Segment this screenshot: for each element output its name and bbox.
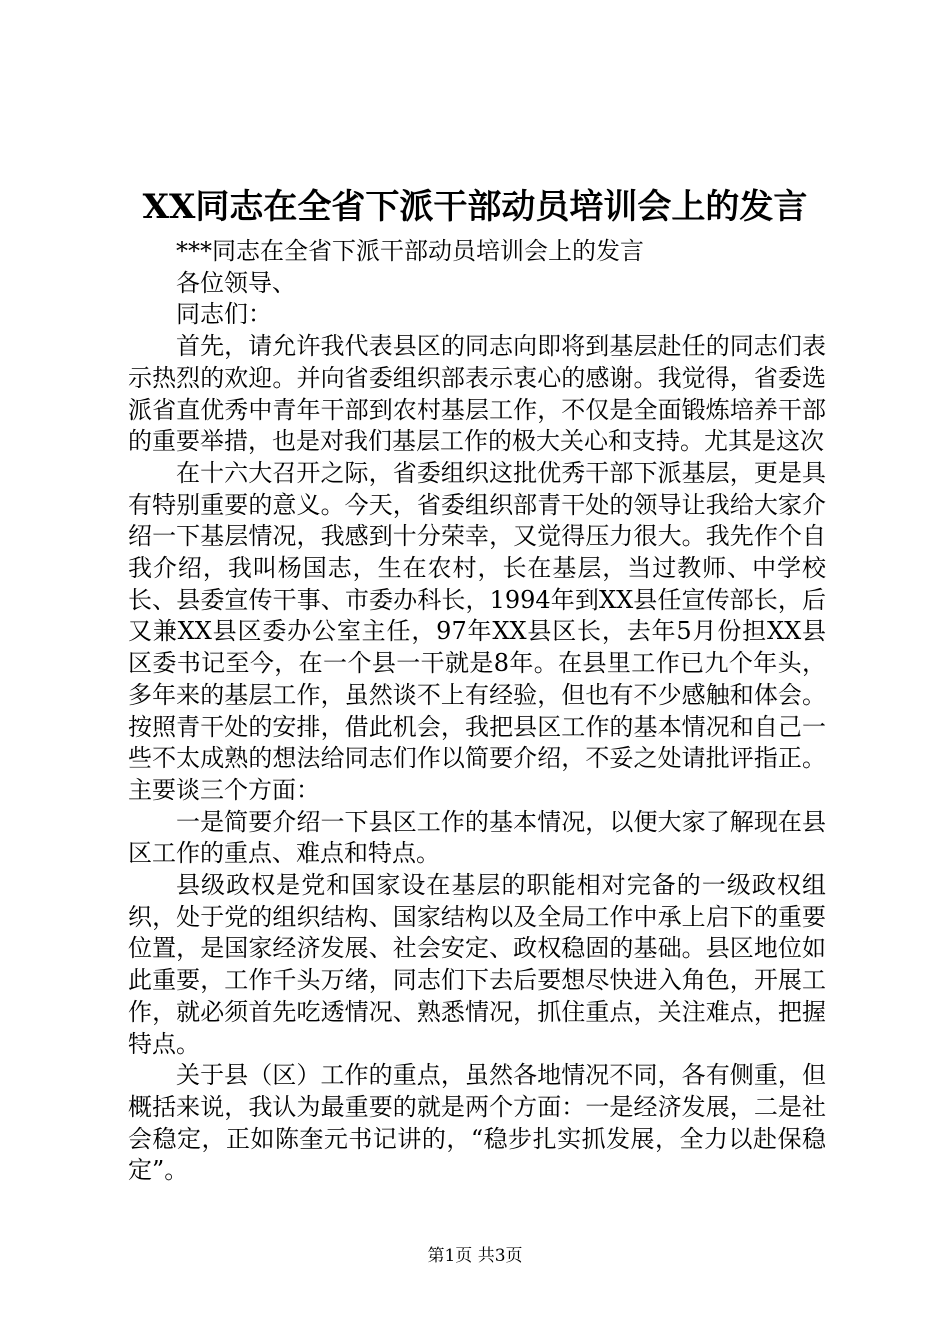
paragraph-county-role: 县级政权是党和国家设在基层的职能相对完备的一级政权组织，处于党的组织结构、国家结构以及全局工作中承上启下的重要位置，是国家经济发展、社会安定、政权稳固的基础。县区地位如此重要，工作千头万绪，同志们下去后要想尽快进入角色，开展工作，就必须首先吃透情况、熟悉情况，抓住重点，关注难点，把握特点。 (128, 871, 826, 1058)
page-number: 第1页 共3页 (427, 1246, 523, 1266)
document-body (128, 236, 826, 1187)
paragraph-subtitle: ***同志在全省下派干部动员培训会上的发言 (176, 237, 644, 265)
paragraph-point-one: 一是简要介绍一下县区工作的基本情况，以便大家了解现在县区工作的重点、难点和特点。 (128, 807, 826, 868)
document-title: XX同志在全省下派干部动员培训会上的发言 (142, 187, 808, 227)
paragraph-introduction: 在十六大召开之际，省委组织这批优秀干部下派基层，更是具有特别重要的意义。今天，省委组织部青干处的领导让我给大家介绍一下基层情况，我感到十分荣幸，又觉得压力很大。我先作个自我介绍，我叫杨国志，生在农村，长在基层，当过教师、中学校长、县委宣传干事、市委办科长，1994年到XX县任宣传部长，后又兼XX县区委办公室主任，97年XX县区长，去年5月份担XX县区委书记至今，在一个县一干就是8年。在县里工作已九个年头，多年来的基层工作，虽然谈不上有经验，但也有不少感触和体会。按照青干处的安排，借此机会，我把县区工作的基本情况和自己一些不太成熟的想法给同志们作以简要介绍，不妥之处请批评指正。主要谈三个方面： (128, 458, 826, 804)
paragraph-opening: 首先，请允许我代表县区的同志向即将到基层赴任的同志们表示热烈的欢迎。并向省委组织部表示衷心的感谢。我觉得，省委选派省直优秀中青年干部到农村基层工作，不仅是全面锻炼培养干部的重要举措，也是对我们基层工作的极大关心和支持。尤其是这次 (128, 332, 826, 456)
paragraph-salutation-2: 同志们： (176, 300, 272, 329)
paragraph-county-focus: 关于县（区）工作的重点，虽然各地情况不同，各有侧重，但概括来说，我认为最重要的就是两个方面：一是经济发展，二是社会稳定，正如陈奎元书记讲的，“稳步扎实抓发展，全力以赴保稳定”。 (128, 1061, 826, 1185)
paragraph-salutation-1: 各位领导、 (176, 268, 296, 297)
